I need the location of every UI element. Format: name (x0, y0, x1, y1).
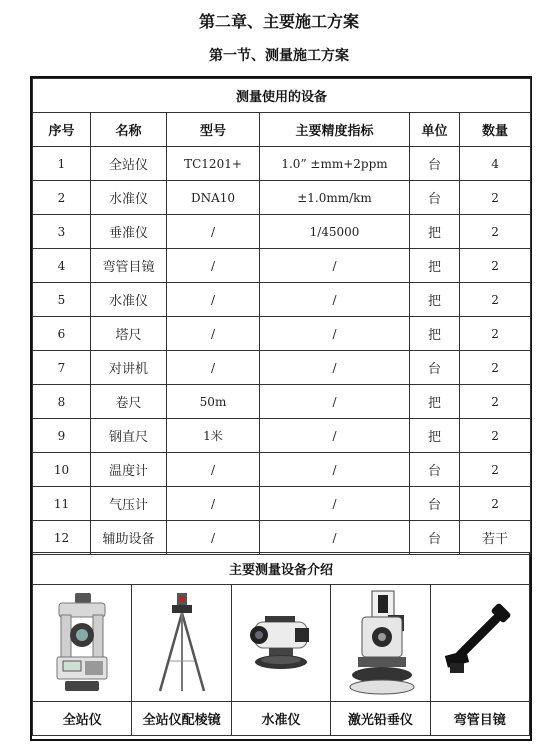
cell-qty: 2 (460, 351, 531, 385)
header-unit: 单位 (410, 113, 460, 147)
equipment-label: 水准仪 (231, 702, 330, 736)
cell-no: 3 (33, 215, 91, 249)
cell-model: / (167, 317, 260, 351)
cell-qty: 2 (460, 487, 531, 521)
cell-qty: 4 (460, 147, 531, 181)
cell-unit: 把 (410, 317, 460, 351)
cell-unit: 把 (410, 249, 460, 283)
laser-plummet-photo (331, 585, 430, 702)
cell-accuracy: / (260, 351, 410, 385)
prism-tripod-icon (152, 591, 212, 695)
table-row (33, 147, 531, 181)
cell-accuracy: / (260, 283, 410, 317)
cell-model: / (167, 351, 260, 385)
table-row (33, 385, 531, 419)
cell-qty: 2 (460, 419, 531, 453)
table-row (33, 317, 531, 351)
header-accuracy: 主要精度指标 (260, 113, 410, 147)
cell-no: 6 (33, 317, 91, 351)
header-qty: 数量 (460, 113, 531, 147)
cell-model: / (167, 283, 260, 317)
level-instrument-icon (245, 608, 317, 678)
cell-model: DNA10 (167, 181, 260, 215)
intro-table-caption: 主要测量设备介绍 (33, 553, 530, 585)
equipment-label: 全站仪配棱镜 (132, 702, 231, 736)
cell-no: 2 (33, 181, 91, 215)
cell-name: 垂准仪 (91, 215, 167, 249)
cell-unit: 台 (410, 147, 460, 181)
table-row (33, 249, 531, 283)
cell-qty: 2 (460, 453, 531, 487)
cell-qty: 若干 (460, 521, 531, 555)
cell-no: 8 (33, 385, 91, 419)
level-instrument-photo (231, 585, 330, 702)
cell-accuracy: 1.0” ±mm+2ppm (260, 147, 410, 181)
cell-no: 10 (33, 453, 91, 487)
cell-name: 钢直尺 (91, 419, 167, 453)
equipment-label: 弯管目镜 (430, 702, 529, 736)
cell-no: 11 (33, 487, 91, 521)
table-row (33, 453, 531, 487)
cell-name: 温度计 (91, 453, 167, 487)
cell-model: 50m (167, 385, 260, 419)
equipment-table-header (33, 113, 531, 147)
cell-unit: 台 (410, 453, 460, 487)
cell-no: 4 (33, 249, 91, 283)
cell-model: / (167, 487, 260, 521)
table-row (33, 181, 531, 215)
cell-name: 水准仪 (91, 283, 167, 317)
equipment-table-caption: 测量使用的设备 (33, 79, 531, 113)
cell-accuracy: / (260, 385, 410, 419)
table-row (33, 283, 531, 317)
cell-accuracy: / (260, 453, 410, 487)
cell-unit: 台 (410, 487, 460, 521)
cell-unit: 把 (410, 215, 460, 249)
cell-unit: 把 (410, 283, 460, 317)
cell-name: 对讲机 (91, 351, 167, 385)
table-row (33, 351, 531, 385)
header-model: 型号 (167, 113, 260, 147)
cell-unit: 台 (410, 181, 460, 215)
table-row (33, 521, 531, 555)
cell-model: 1米 (167, 419, 260, 453)
cell-no: 1 (33, 147, 91, 181)
cell-accuracy: 1/45000 (260, 215, 410, 249)
total-station-icon (47, 591, 117, 695)
cell-accuracy: / (260, 419, 410, 453)
cell-unit: 台 (410, 351, 460, 385)
cell-name: 气压计 (91, 487, 167, 521)
cell-no: 5 (33, 283, 91, 317)
table-row (33, 215, 531, 249)
cell-qty: 2 (460, 249, 531, 283)
cell-qty: 2 (460, 215, 531, 249)
cell-model: TC1201+ (167, 147, 260, 181)
header-no: 序号 (33, 113, 91, 147)
diagonal-eyepiece-photo (430, 585, 529, 702)
chapter-title: 第二章、主要施工方案 (198, 12, 359, 31)
cell-model: / (167, 249, 260, 283)
laser-plummet-icon (344, 589, 416, 697)
cell-model: / (167, 215, 260, 249)
cell-name: 弯管目镜 (91, 249, 167, 283)
cell-model: / (167, 521, 260, 555)
cell-name: 辅助设备 (91, 521, 167, 555)
total-station-photo (33, 585, 132, 702)
cell-no: 7 (33, 351, 91, 385)
equipment-label: 全站仪 (33, 702, 132, 736)
header-name: 名称 (91, 113, 167, 147)
equipment-intro-table (32, 552, 530, 736)
cell-unit: 把 (410, 419, 460, 453)
table-row (33, 487, 531, 521)
cell-name: 水准仪 (91, 181, 167, 215)
diagonal-eyepiece-icon (440, 603, 520, 683)
cell-unit: 台 (410, 521, 460, 555)
cell-accuracy: ±1.0mm/km (260, 181, 410, 215)
cell-name: 卷尺 (91, 385, 167, 419)
cell-name: 全站仪 (91, 147, 167, 181)
cell-qty: 2 (460, 283, 531, 317)
table-row (33, 419, 531, 453)
cell-qty: 2 (460, 385, 531, 419)
cell-no: 9 (33, 419, 91, 453)
cell-unit: 把 (410, 385, 460, 419)
cell-no: 12 (33, 521, 91, 555)
cell-model: / (167, 453, 260, 487)
equipment-label: 激光铅垂仪 (331, 702, 430, 736)
section-title: 第一节、测量施工方案 (209, 48, 349, 64)
cell-qty: 2 (460, 181, 531, 215)
cell-qty: 2 (460, 317, 531, 351)
cell-accuracy: / (260, 317, 410, 351)
equipment-table (32, 78, 531, 555)
cell-accuracy: / (260, 487, 410, 521)
cell-accuracy: / (260, 249, 410, 283)
cell-accuracy: / (260, 521, 410, 555)
prism-tripod-photo (132, 585, 231, 702)
cell-name: 塔尺 (91, 317, 167, 351)
